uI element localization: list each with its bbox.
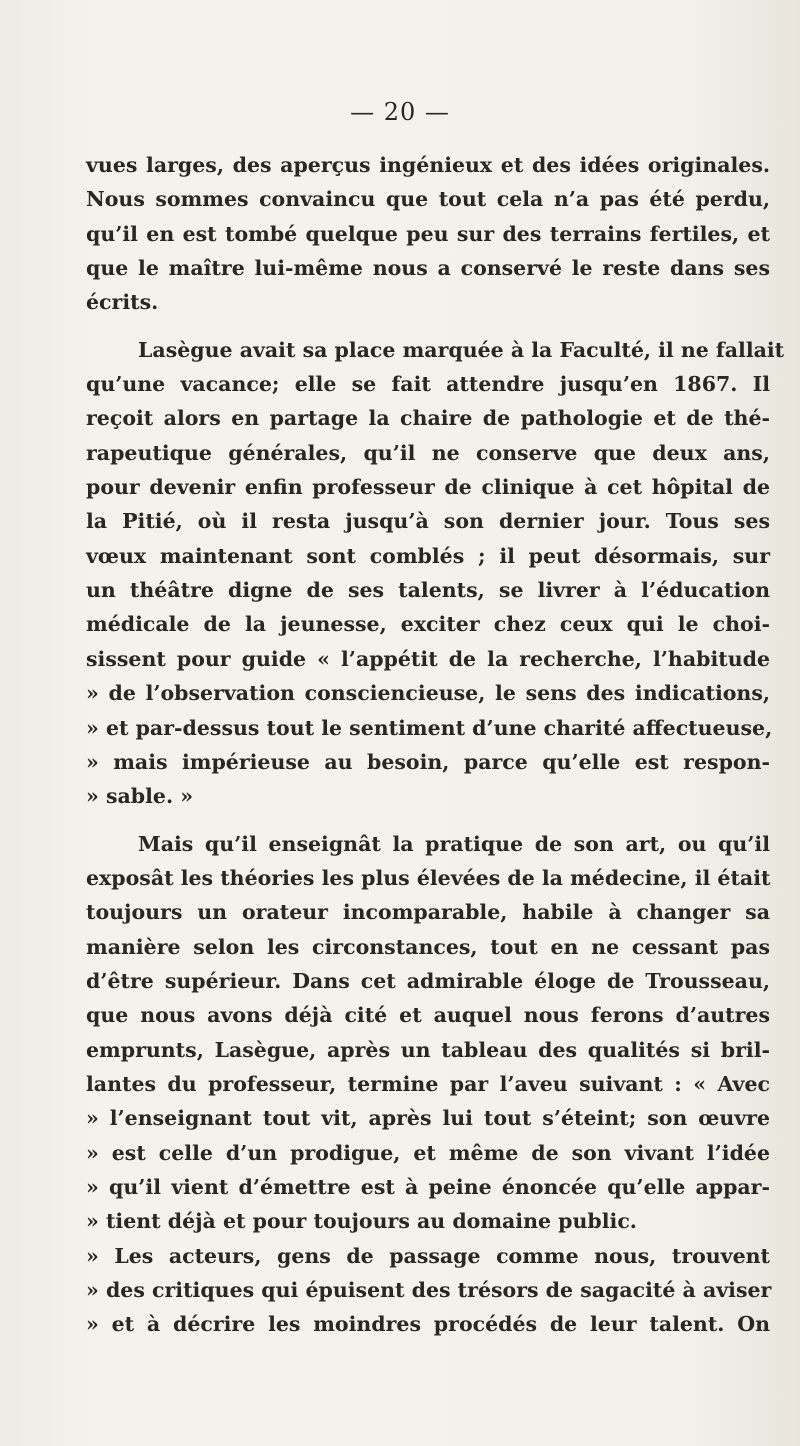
text-line: rapeutique générales, qu’il ne conserve que deux ans, bbox=[86, 440, 770, 465]
text-line: » l’enseignant tout vit, après lui tout s’éteint; son œuvre bbox=[86, 1106, 770, 1131]
text-line: vues larges, des aperçus ingénieux et des idées originales. bbox=[86, 153, 770, 177]
text-line: manière selon les circonstances, tout en ne cessant pas bbox=[86, 934, 770, 959]
text-line: » tient déjà et pour toujours au domaine public. bbox=[86, 1209, 637, 1234]
text-line: » mais impérieuse au besoin, parce qu’elle est respon- bbox=[86, 749, 770, 774]
text-line: » et par-dessus tout le sentiment d’une charité affectueuse, bbox=[86, 715, 773, 740]
text-line: qu’il en est tombé quelque peu sur des terrains fertiles, et bbox=[86, 221, 770, 246]
text-line: pour devenir enfin professeur de clinique à cet hôpital de bbox=[86, 475, 770, 500]
text-line: un théâtre digne de ses talents, se livrer à l’éducation bbox=[86, 578, 770, 603]
text-line: » Les acteurs, gens de passage comme nous, trouvent bbox=[86, 1243, 770, 1268]
text-line: sissent pour guide « l’appétit de la recherche, l’habitude bbox=[86, 646, 770, 671]
page-number: — 20 — bbox=[350, 98, 450, 126]
text-line: lantes du professeur, termine par l’aveu suivant : « Avec bbox=[86, 1071, 770, 1096]
text-line: » des critiques qui épuisent des trésors de sagacité à aviser bbox=[86, 1278, 772, 1302]
text-line: médicale de la jeunesse, exciter chez ceux qui le choi- bbox=[86, 612, 770, 637]
text-line: vœux maintenant sont comblés ; il peut désormais, sur bbox=[86, 543, 770, 568]
body-text bbox=[86, 148, 785, 1342]
text-line: reçoit alors en partage la chaire de pathologie et de thé- bbox=[86, 406, 770, 431]
text-line: écrits. bbox=[86, 290, 159, 315]
text-line: Nous sommes convaincu que tout cela n’a pas été perdu, bbox=[86, 187, 770, 212]
text-line: que nous avons déjà cité et auquel nous ferons d’autres bbox=[86, 1003, 770, 1028]
text-line: toujours un orateur incomparable, habile à changer sa bbox=[86, 900, 770, 925]
text-line: qu’une vacance; elle se fait attendre jusqu’en 1867. Il bbox=[86, 372, 770, 397]
text-line: » est celle d’un prodigue, et même de son vivant l’idée bbox=[86, 1140, 770, 1165]
text-line: Lasègue avait sa place marquée à la Faculté, il ne fallait bbox=[138, 337, 785, 362]
text-line: que le maître lui-même nous a conservé le reste dans ses bbox=[86, 256, 770, 281]
text-line: » qu’il vient d’émettre est à peine énoncée qu’elle appar- bbox=[86, 1174, 770, 1199]
text-line: » et à décrire les moindres procédés de leur talent. On bbox=[86, 1312, 770, 1337]
text-line: » de l’observation consciencieuse, le sens des indications, bbox=[86, 681, 770, 706]
text-line: Mais qu’il enseignât la pratique de son art, ou qu’il bbox=[138, 831, 770, 856]
text-line: emprunts, Lasègue, après un tableau des qualités si bril- bbox=[86, 1037, 770, 1062]
text-line: exposât les théories les plus élevées de la médecine, il était bbox=[86, 865, 771, 890]
text-line: » sable. » bbox=[86, 784, 194, 809]
text-line: la Pitié, où il resta jusqu’à son dernier jour. Tous ses bbox=[86, 509, 770, 534]
text-line: d’être supérieur. Dans cet admirable éloge de Trousseau, bbox=[86, 968, 770, 993]
